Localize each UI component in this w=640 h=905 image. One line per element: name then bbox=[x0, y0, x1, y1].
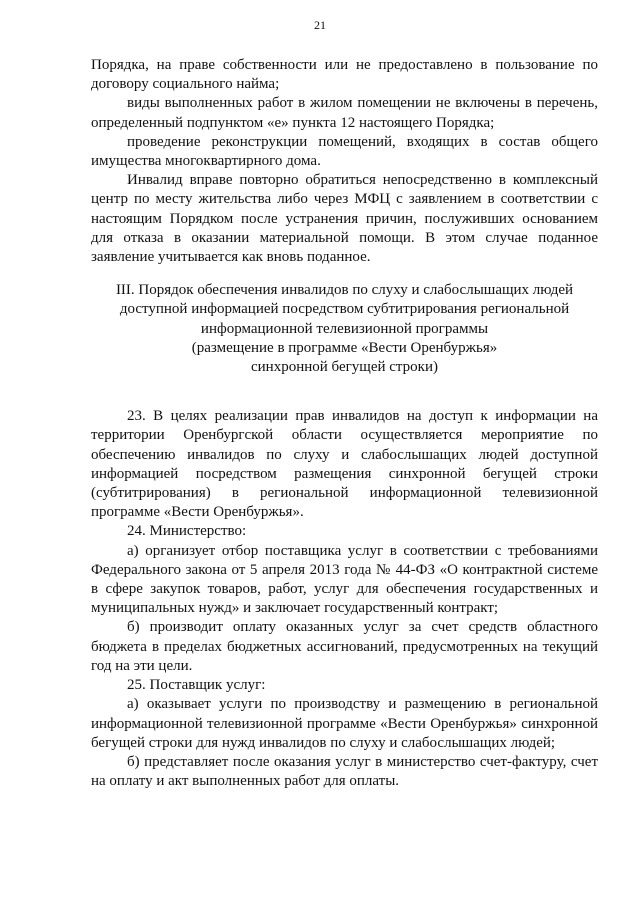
paragraph-item-23: 23. В целях реализации прав инвалидов на доступ к информации на территории Оренбургской области осуществляется мероприятие по обеспечению инвалидов по слуху и слабослышащих людей доступной информацией посредством размещения синхронной бегущей строки (субтитрирования) в региональной информационной телевизионной программе «Вести Оренбуржья». bbox=[91, 408, 598, 521]
top-paragraphs bbox=[91, 56, 598, 267]
paragraph-reapply: Инвалид вправе повторно обратиться непосредственно в комплексный центр по месту жительства либо через МФЦ с заявлением в соответствии с настоящим Порядком после устранения причин, послуживших основанием для отказа в оказании материальной помощи. В этом случае поданное заявление учитывается как вновь поданное. bbox=[91, 172, 598, 266]
paragraph-item-24: 24. Министерство: bbox=[127, 523, 247, 540]
section-title-line: III. Порядок обеспечения инвалидов по слуху и слабослышащих людей bbox=[115, 282, 574, 299]
section-title bbox=[91, 281, 598, 377]
paragraph-reconstruction: проведение реконструкции помещений, входящих в состав общего имущества многоквартирного дома. bbox=[91, 133, 598, 170]
section-title-line: доступной информацией посредством субтитрирования региональной bbox=[119, 301, 570, 318]
paragraph-item-25b: б) представляет после оказания услуг в министерство счет-фактуру, счет на оплату и акт выполненных работ для оплаты. bbox=[91, 753, 598, 790]
section-title-line: синхронной бегущей строки) bbox=[251, 359, 438, 376]
page-number: 21 bbox=[314, 18, 326, 32]
section-paragraphs bbox=[91, 407, 598, 791]
paragraph-item-25: 25. Поставщик услуг: bbox=[127, 677, 266, 694]
section-title-line: (размещение в программе «Вести Оренбуржья» bbox=[191, 339, 498, 356]
paragraph-item-24b: б) производит оплату оказанных услуг за счет средств областного бюджета в пределах бюджетных ассигнований, предусмотренных на текущий год на эти цели. bbox=[91, 619, 598, 674]
paragraph-work-types: виды выполненных работ в жилом помещении не включены в перечень, определенный подпунктом «е» пункта 12 настоящего Порядка; bbox=[91, 95, 598, 131]
document-body bbox=[91, 56, 598, 791]
paragraph-item-25a: а) оказывает услуги по производству и размещению в региональной информационной телевизионной программе «Вести Оренбуржья» синхронной бегущей строки для нужд инвалидов по слуху и слабослышащих людей; bbox=[91, 696, 598, 751]
paragraph-item-24a: а) организует отбор поставщика услуг в соответствии с требованиями Федерального закона от 5 апреля 2013 года № 44-ФЗ «О контрактной системе в сфере закупок товаров, работ, услуг для обеспечения государственных и муниципальных нужд» и заключает государственный контракт; bbox=[91, 542, 598, 617]
paragraph-continuation: Порядка, на праве собственности или не предоставлено в пользование по договору социального найма; bbox=[91, 57, 598, 93]
section-title-line: информационной телевизионной программы bbox=[200, 320, 489, 337]
